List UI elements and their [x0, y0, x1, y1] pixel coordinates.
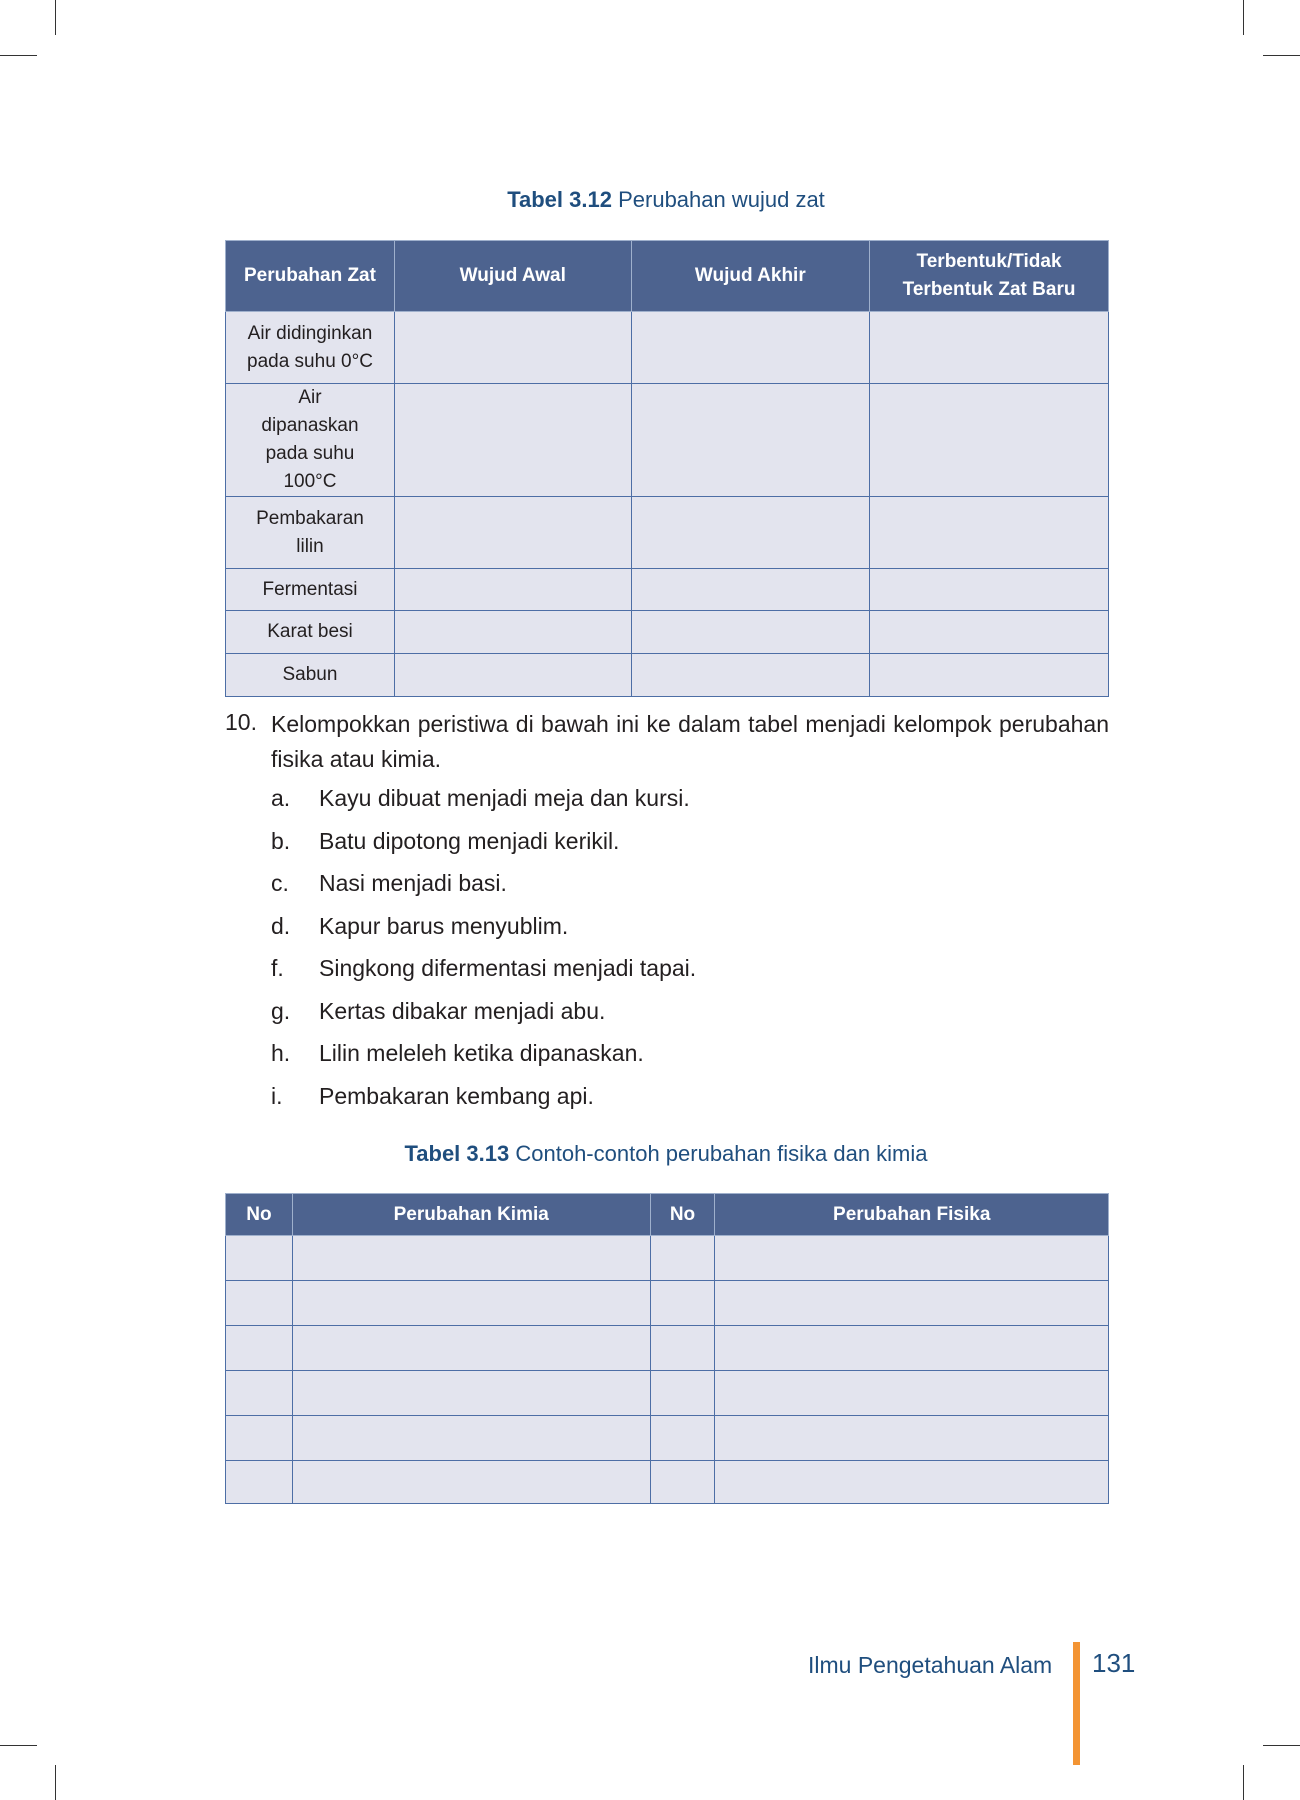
header-cell: Wujud Akhir — [631, 241, 870, 312]
footer-accent-bar — [1073, 1642, 1080, 1765]
list-item — [271, 955, 696, 982]
table-row — [226, 611, 1109, 654]
empty-cell — [650, 1416, 715, 1461]
item-letter: b. — [271, 827, 291, 854]
item-text: Lilin meleleh ketika dipanaskan. — [319, 1040, 644, 1066]
empty-cell — [292, 1461, 650, 1504]
item-text: Singkong difermentasi menjadi tapai. — [319, 955, 697, 981]
table-row — [226, 384, 1109, 497]
item-letter: d. — [271, 912, 291, 939]
empty-cell — [292, 1326, 650, 1371]
item-letter: f. — [271, 955, 284, 981]
empty-cell — [226, 1461, 293, 1504]
empty-cell — [292, 1236, 650, 1281]
empty-cell — [715, 1326, 1109, 1371]
empty-cell — [650, 1326, 715, 1371]
item-text: Batu dipotong menjadi kerikil. — [319, 827, 620, 854]
empty-cell — [715, 1281, 1109, 1326]
empty-cell — [650, 1461, 715, 1504]
table-row — [226, 1416, 1109, 1461]
header-cell: Perubahan Kimia — [292, 1194, 650, 1236]
header-cell: Terbentuk/Tidak Terbentuk Zat Baru — [870, 241, 1109, 312]
question-text: Kelompokkan peristiwa di bawah ini ke dalam tabel menjadi kelompok perubahan fisika atau kimia. — [271, 711, 1109, 772]
crop-mark — [55, 1765, 56, 1800]
table-row — [226, 1236, 1109, 1281]
empty-cell — [226, 1281, 293, 1326]
empty-cell — [292, 1371, 650, 1416]
item-letter: g. — [271, 997, 291, 1024]
caption-text: Contoh-contoh perubahan fisika dan kimia — [515, 1141, 928, 1166]
item-text: Kertas dibakar menjadi abu. — [319, 997, 606, 1024]
caption-label: Tabel 3.13 — [404, 1141, 510, 1166]
empty-cell — [715, 1371, 1109, 1416]
table-wujud-zat — [225, 240, 1109, 697]
row-label: Air didinginkan pada suhu 0°C — [226, 312, 395, 384]
table-caption — [0, 1141, 1300, 1167]
item-letter: c. — [271, 870, 289, 896]
empty-cell — [715, 1461, 1109, 1504]
item-letter: a. — [271, 785, 291, 811]
empty-cell — [650, 1371, 715, 1416]
table-caption — [0, 187, 1300, 213]
list-item — [271, 1083, 594, 1110]
row-label: Karat besi — [226, 611, 395, 654]
empty-cell — [226, 1371, 293, 1416]
item-text: Nasi menjadi basi. — [319, 870, 507, 896]
crop-mark — [55, 0, 56, 35]
empty-cell — [226, 1236, 293, 1281]
list-item — [271, 998, 605, 1025]
empty-cell — [292, 1281, 650, 1326]
book-title: Ilmu Pengetahuan Alam — [808, 1652, 1053, 1678]
table-row — [226, 1326, 1109, 1371]
header-cell: Perubahan Zat — [226, 241, 395, 312]
header-cell: No — [650, 1194, 715, 1236]
item-text: Pembakaran kembang api. — [319, 1082, 594, 1109]
empty-cell — [226, 1416, 293, 1461]
crop-mark — [1263, 55, 1300, 56]
caption-text: Perubahan wujud zat — [618, 187, 825, 212]
crop-mark — [0, 1745, 37, 1746]
list-item — [271, 1040, 644, 1067]
empty-cell — [650, 1236, 715, 1281]
list-item — [271, 870, 507, 897]
item-letter: i. — [271, 1082, 283, 1109]
caption-label: Tabel 3.12 — [507, 187, 612, 212]
header-cell: Wujud Awal — [394, 241, 631, 312]
page-number: 131 — [1092, 1648, 1136, 1678]
table-row — [226, 569, 1109, 611]
header-cell: No — [226, 1194, 293, 1236]
crop-mark — [1263, 1745, 1300, 1746]
question-number: 10. — [225, 709, 257, 735]
list-item — [271, 785, 690, 812]
item-text: Kayu dibuat menjadi meja dan kursi. — [319, 785, 690, 811]
table-perubahan-fisika-kimia — [225, 1193, 1109, 1504]
empty-cell — [650, 1281, 715, 1326]
empty-cell — [226, 1326, 293, 1371]
empty-cell — [292, 1416, 650, 1461]
row-label: Air dipanaskan pada suhu 100°C — [226, 384, 395, 497]
table-row — [226, 312, 1109, 384]
crop-mark — [0, 55, 37, 56]
list-item — [271, 913, 568, 940]
table-row — [226, 1281, 1109, 1326]
crop-mark — [1243, 0, 1244, 35]
row-label: Pembakaran lilin — [226, 497, 395, 569]
empty-cell — [715, 1416, 1109, 1461]
empty-cell — [715, 1236, 1109, 1281]
row-label: Sabun — [226, 654, 395, 697]
table-row — [226, 654, 1109, 697]
table-row — [226, 497, 1109, 569]
item-text: Kapur barus menyublim. — [319, 912, 569, 939]
item-letter: h. — [271, 1040, 291, 1066]
table-row — [226, 1371, 1109, 1416]
list-item — [271, 828, 619, 855]
table-row — [226, 1461, 1109, 1504]
row-label: Fermentasi — [226, 569, 395, 611]
header-cell: Perubahan Fisika — [715, 1194, 1109, 1236]
crop-mark — [1243, 1765, 1244, 1800]
